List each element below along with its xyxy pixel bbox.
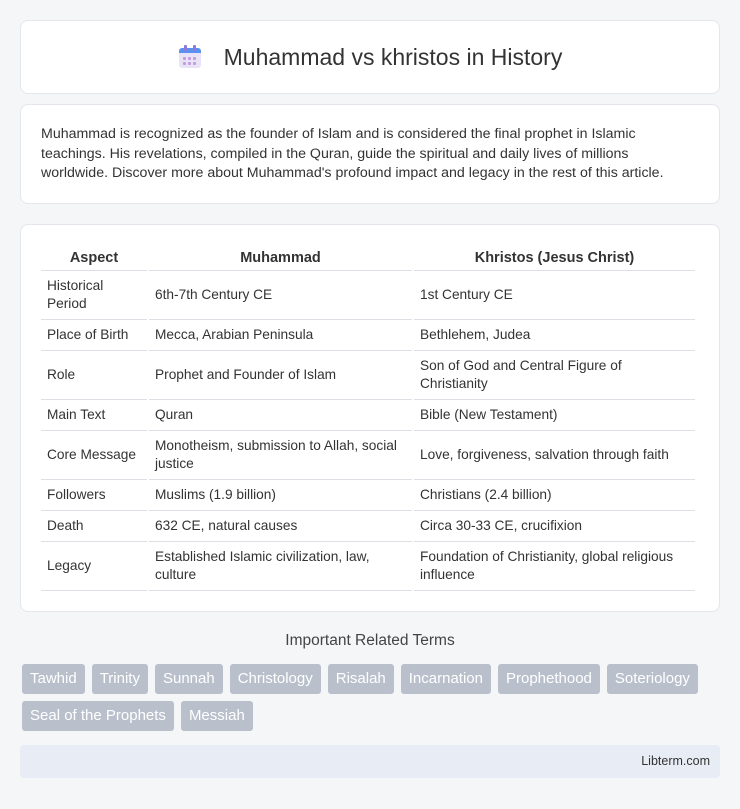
- cell-muhammad: 632 CE, natural causes: [149, 511, 412, 542]
- cell-aspect: Core Message: [41, 431, 147, 480]
- cell-khristos: Circa 30-33 CE, crucifixion: [414, 511, 695, 542]
- cell-khristos: Bethlehem, Judea: [414, 320, 695, 351]
- tag-incarnation[interactable]: Incarnation: [401, 664, 491, 694]
- cell-aspect: Followers: [41, 480, 147, 511]
- intro-card: [20, 104, 720, 204]
- table-row: [41, 431, 695, 480]
- cell-khristos: Bible (New Testament): [414, 400, 695, 431]
- header-card: [20, 20, 720, 94]
- cell-aspect: Legacy: [41, 542, 147, 591]
- header-aspect: Aspect: [41, 245, 147, 271]
- footer: [20, 745, 720, 778]
- tag-soteriology[interactable]: Soteriology: [607, 664, 698, 694]
- table-row: [41, 271, 695, 320]
- tag-trinity[interactable]: Trinity: [92, 664, 148, 694]
- header-muhammad: Muhammad: [149, 245, 412, 271]
- cell-muhammad: Monotheism, submission to Allah, social justice: [149, 431, 412, 480]
- table-row: [41, 480, 695, 511]
- cell-muhammad: Established Islamic civilization, law, culture: [149, 542, 412, 591]
- tag-messiah[interactable]: Messiah: [181, 701, 253, 731]
- cell-muhammad: Quran: [149, 400, 412, 431]
- table-row: [41, 511, 695, 542]
- table-row: [41, 400, 695, 431]
- cell-muhammad: Prophet and Founder of Islam: [149, 351, 412, 400]
- cell-khristos: Son of God and Central Figure of Christianity: [414, 351, 695, 400]
- calendar-icon: [178, 45, 202, 69]
- cell-khristos: Foundation of Christianity, global religious influence: [414, 542, 695, 591]
- header-khristos: Khristos (Jesus Christ): [414, 245, 695, 271]
- cell-aspect: Role: [41, 351, 147, 400]
- tag-risalah[interactable]: Risalah: [328, 664, 394, 694]
- related-terms-tags: [22, 664, 722, 731]
- cell-khristos: Christians (2.4 billion): [414, 480, 695, 511]
- table-row: [41, 351, 695, 400]
- intro-text: Muhammad is recognized as the founder of Islam and is considered the final prophet in Islamic teachings. His revelations, compiled in the Quran, guide the spiritual and daily lives of millions worldwide. Discover more about Muhammad's profound impact and legacy in the rest of this article.: [41, 126, 664, 181]
- tag-sunnah[interactable]: Sunnah: [155, 664, 223, 694]
- cell-muhammad: Mecca, Arabian Peninsula: [149, 320, 412, 351]
- cell-aspect: Main Text: [41, 400, 147, 431]
- tag-christology[interactable]: Christology: [230, 664, 321, 694]
- title-wrap: [178, 44, 563, 71]
- table-row: [41, 320, 695, 351]
- cell-aspect: Death: [41, 511, 147, 542]
- table-row: [41, 542, 695, 591]
- table-header-row: [41, 245, 695, 271]
- cell-muhammad: Muslims (1.9 billion): [149, 480, 412, 511]
- cell-aspect: Historical Period: [41, 271, 147, 320]
- comparison-table: [39, 245, 697, 591]
- tag-tawhid[interactable]: Tawhid: [22, 664, 85, 694]
- tag-prophethood[interactable]: Prophethood: [498, 664, 600, 694]
- cell-aspect: Place of Birth: [41, 320, 147, 351]
- footer-site-link[interactable]: Libterm.com: [641, 754, 710, 768]
- page-title: Muhammad vs khristos in History: [223, 43, 563, 70]
- tag-seal-of-the-prophets[interactable]: Seal of the Prophets: [22, 701, 174, 731]
- cell-khristos: 1st Century CE: [414, 271, 695, 320]
- related-terms-title: Important Related Terms: [285, 632, 455, 649]
- cell-muhammad: 6th-7th Century CE: [149, 271, 412, 320]
- cell-khristos: Love, forgiveness, salvation through faith: [414, 431, 695, 480]
- comparison-table-card: [20, 224, 720, 612]
